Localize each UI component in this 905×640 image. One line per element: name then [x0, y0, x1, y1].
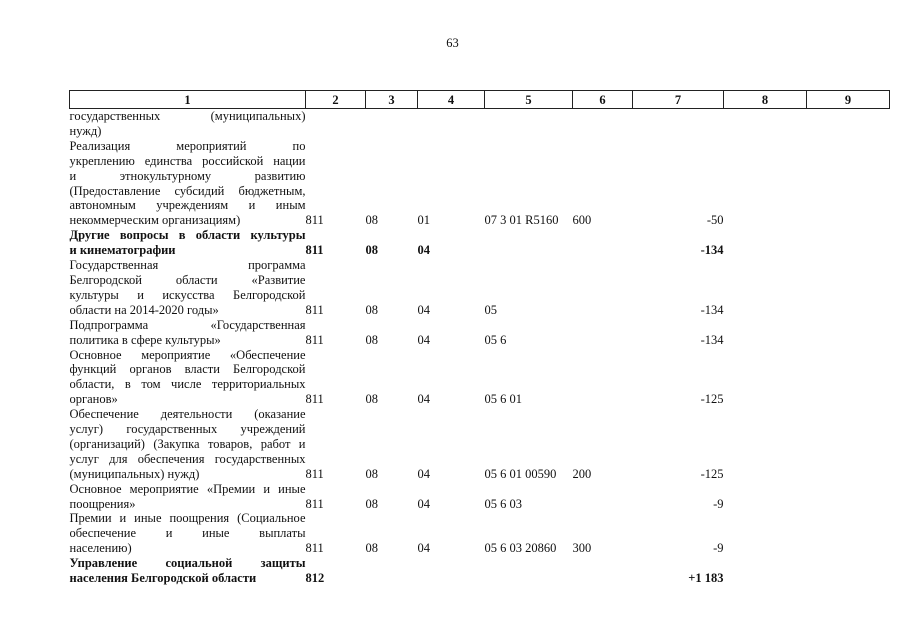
item-name-cell	[70, 511, 306, 556]
target-article-cell: 07 3 01 R5160	[484, 213, 559, 228]
amount-cell: +1 183	[688, 571, 724, 586]
expense-type-cell	[573, 109, 633, 139]
ministry-code-cell: 812	[305, 571, 325, 586]
section-code-cell: 08	[365, 466, 378, 481]
table-row	[70, 109, 890, 139]
column-8-cell	[724, 109, 807, 139]
target-article-cell	[485, 228, 573, 258]
target-article-cell: 05 6 01 00590	[484, 466, 557, 481]
item-name-line: (Предоставление субсидий бюджетным,	[69, 183, 306, 198]
item-name-cell	[70, 482, 306, 512]
item-name-line: обеспечение и иные выплаты	[69, 526, 306, 541]
column-8-cell	[724, 258, 807, 318]
page-number: 63	[446, 36, 459, 50]
header-cell-2: 2	[306, 91, 366, 109]
item-name-line: населения Белгородской области	[69, 571, 257, 586]
target-article-cell	[485, 556, 573, 586]
column-8-cell	[724, 228, 807, 258]
ministry-code-cell: 811	[305, 496, 324, 511]
item-name-line: области, в том числе территориальных	[69, 377, 306, 392]
expense-type-cell: 300	[572, 541, 592, 556]
subsection-code-cell: 01	[417, 213, 430, 228]
target-article-cell: 05 6 03 20860	[484, 541, 557, 556]
item-name-line: Государственная программа	[69, 258, 306, 273]
column-9-cell	[807, 139, 890, 228]
item-name-line: Обеспечение деятельности (оказание	[69, 407, 306, 422]
expense-type-cell	[573, 318, 633, 348]
item-name-line: автономным учреждениям и иным	[69, 198, 306, 213]
header-cell-9: 9	[807, 91, 890, 109]
ministry-code-cell	[306, 109, 366, 139]
item-name-cell	[70, 348, 306, 408]
subsection-code-cell: 04	[417, 496, 430, 511]
table-row	[70, 318, 890, 348]
amount-cell: -134	[700, 243, 724, 258]
subsection-code-cell: 04	[417, 466, 430, 481]
item-name-line: нужд)	[69, 123, 102, 138]
amount-cell: -50	[706, 213, 724, 228]
item-name-line: области на 2014-2020 годы»	[69, 302, 219, 317]
header-cell-5: 5	[485, 91, 573, 109]
ministry-code-cell: 811	[305, 541, 324, 556]
table-row	[70, 228, 890, 258]
item-name-line: Другие вопросы в области культуры	[69, 228, 306, 243]
column-9-cell	[807, 482, 890, 512]
expense-type-cell	[573, 228, 633, 258]
amount-cell: -9	[713, 541, 724, 556]
amount-cell	[633, 109, 724, 139]
expense-type-cell	[573, 348, 633, 408]
ministry-code-cell: 811	[305, 213, 324, 228]
section-code-cell: 08	[365, 302, 378, 317]
section-code-cell: 08	[365, 243, 378, 258]
amount-cell: -125	[700, 466, 724, 481]
header-cell-1: 1	[70, 91, 306, 109]
item-name-line: Белгородской области «Развитие	[69, 272, 306, 287]
subsection-code-cell: 04	[417, 302, 430, 317]
section-code-cell: 08	[365, 213, 378, 228]
column-8-cell	[724, 318, 807, 348]
column-9-cell	[807, 407, 890, 482]
table-header	[70, 91, 890, 109]
table-row	[70, 258, 890, 318]
column-9-cell	[807, 258, 890, 318]
column-8-cell	[724, 139, 807, 228]
item-name-line: функций органов власти Белгородской	[69, 362, 306, 377]
item-name-line: поощрения»	[69, 496, 136, 511]
item-name-line: услуг для обеспечения государственных	[69, 451, 306, 466]
column-9-cell	[807, 348, 890, 408]
header-cell-3: 3	[366, 91, 418, 109]
ministry-code-cell: 811	[305, 302, 324, 317]
target-article-cell: 05	[484, 302, 497, 317]
subsection-code-cell: 04	[417, 332, 430, 347]
item-name-line: органов»	[69, 392, 118, 407]
section-code-cell: 08	[365, 496, 378, 511]
column-9-cell	[807, 109, 890, 139]
item-name-line: Премии и иные поощрения (Социальное	[69, 511, 306, 526]
item-name-line: (организаций) (Закупка товаров, работ и	[69, 436, 306, 451]
item-name-line: населению)	[69, 541, 132, 556]
item-name-cell	[70, 228, 306, 258]
amount-cell: -9	[713, 496, 724, 511]
item-name-cell	[70, 318, 306, 348]
expense-type-cell: 600	[572, 213, 592, 228]
column-8-cell	[724, 348, 807, 408]
section-code-cell	[366, 556, 418, 586]
item-name-line: Подпрограмма «Государственная	[69, 317, 306, 332]
header-cell-4: 4	[418, 91, 485, 109]
expense-type-cell	[573, 258, 633, 318]
column-9-cell	[807, 318, 890, 348]
item-name-cell	[70, 407, 306, 482]
expense-type-cell	[573, 482, 633, 512]
item-name-line: (муниципальных) нужд)	[69, 466, 200, 481]
header-cell-7: 7	[633, 91, 724, 109]
item-name-line: укреплению единства российской нации	[69, 153, 306, 168]
expense-type-cell	[573, 556, 633, 586]
item-name-line: государственных (муниципальных)	[69, 109, 306, 123]
item-name-line: культуры и искусства Белгородской	[69, 287, 306, 302]
item-name-line: услуг) государственных учреждений	[69, 422, 306, 437]
item-name-line: Основное мероприятие «Обеспечение	[69, 347, 306, 362]
item-name-cell	[70, 139, 306, 228]
subsection-code-cell: 04	[417, 392, 430, 407]
amount-cell: -125	[700, 392, 724, 407]
target-article-cell: 05 6	[484, 332, 507, 347]
item-name-cell	[70, 109, 306, 139]
item-name-line: Реализация мероприятий по	[69, 138, 306, 153]
table-row	[70, 511, 890, 556]
table-row	[70, 556, 890, 586]
table-row	[70, 482, 890, 512]
section-code-cell: 08	[365, 332, 378, 347]
amount-cell: -134	[700, 332, 724, 347]
column-8-cell	[724, 482, 807, 512]
ministry-code-cell: 811	[305, 243, 324, 258]
header-cell-8: 8	[724, 91, 807, 109]
table-row	[70, 348, 890, 408]
column-9-cell	[807, 556, 890, 586]
subsection-code-cell	[418, 109, 485, 139]
ministry-code-cell: 811	[305, 466, 324, 481]
item-name-line: Основное мероприятие «Премии и иные	[69, 481, 306, 496]
section-code-cell: 08	[365, 541, 378, 556]
subsection-code-cell: 04	[417, 243, 430, 258]
item-name-cell	[70, 258, 306, 318]
column-9-cell	[807, 228, 890, 258]
budget-table	[69, 90, 890, 586]
target-article-cell	[485, 109, 573, 139]
column-9-cell	[807, 511, 890, 556]
item-name-cell	[70, 556, 306, 586]
section-code-cell: 08	[365, 392, 378, 407]
item-name-line: политика в сфере культуры»	[69, 332, 221, 347]
table-row	[70, 407, 890, 482]
item-name-line: некоммерческим организациям)	[69, 213, 241, 228]
subsection-code-cell	[418, 556, 485, 586]
expense-type-cell: 200	[572, 466, 592, 481]
amount-cell: -134	[700, 302, 724, 317]
item-name-line: и этнокультурному развитию	[69, 168, 306, 183]
ministry-code-cell: 811	[305, 332, 324, 347]
subsection-code-cell: 04	[417, 541, 430, 556]
table-body	[70, 109, 890, 587]
item-name-line: Управление социальной защиты	[69, 556, 306, 571]
target-article-cell: 05 6 03	[484, 496, 522, 511]
item-name-line: и кинематографии	[69, 243, 176, 258]
section-code-cell	[366, 109, 418, 139]
target-article-cell: 05 6 01	[484, 392, 522, 407]
table-row	[70, 139, 890, 228]
column-8-cell	[724, 556, 807, 586]
ministry-code-cell: 811	[305, 392, 324, 407]
column-8-cell	[724, 511, 807, 556]
header-cell-6: 6	[573, 91, 633, 109]
column-8-cell	[724, 407, 807, 482]
